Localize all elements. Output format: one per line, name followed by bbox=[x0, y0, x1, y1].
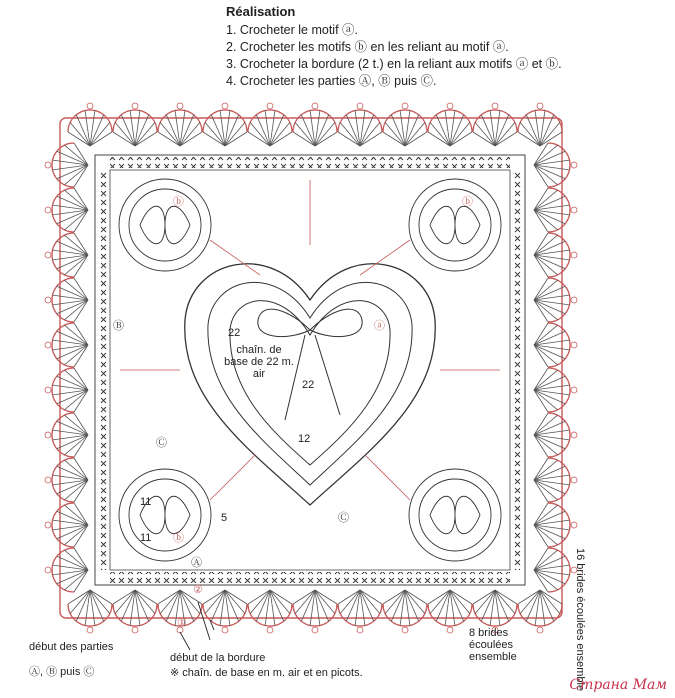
scallop-fan bbox=[45, 188, 88, 232]
scallop-fan bbox=[45, 548, 88, 592]
scallop-fan bbox=[45, 503, 88, 547]
heart-chain-note: chaîn. de base de 22 m. air bbox=[224, 344, 294, 380]
scallop-fan bbox=[45, 458, 88, 502]
scallop-fan bbox=[45, 143, 88, 187]
row-1-label: ① bbox=[177, 617, 187, 629]
part-c-label-bottom: Ⓒ bbox=[338, 512, 349, 524]
scallop-fan bbox=[534, 188, 577, 232]
heart-count-right: 22 bbox=[302, 379, 315, 391]
motif-label-b-top-left: ⓑ bbox=[173, 196, 184, 208]
scallop-fan bbox=[248, 590, 292, 633]
scallop-fan bbox=[534, 323, 577, 367]
scallop-fan bbox=[45, 413, 88, 457]
motif-b-top-right bbox=[409, 179, 501, 271]
step-3: 3. Crocheter la bordure (2 t.) en la reliant aux motifs ⓐ et ⓑ. bbox=[226, 57, 562, 71]
scallop-fan bbox=[534, 458, 577, 502]
scallop-fan bbox=[534, 548, 577, 592]
annotation-brides-16: 16 brides écoulées ensemble bbox=[574, 548, 586, 692]
annotation-start-parts-2: Ⓐ, Ⓑ puis Ⓒ bbox=[29, 666, 95, 678]
x-stitch-col-left bbox=[97, 170, 108, 570]
x-stitch-col-right bbox=[512, 170, 523, 570]
scallop-fan bbox=[534, 368, 577, 412]
scallop-fan bbox=[338, 103, 382, 146]
row-2-label: ② bbox=[193, 584, 203, 596]
part-c-label-left: Ⓒ bbox=[156, 437, 167, 449]
annotation-start-parts: début des parties bbox=[29, 641, 114, 653]
scallop-fan bbox=[68, 103, 112, 146]
motif-b-top-left bbox=[119, 179, 211, 271]
heart-label-a: ⓐ bbox=[374, 320, 385, 332]
scallop-fan bbox=[534, 233, 577, 277]
joining-lines bbox=[120, 180, 500, 500]
watermark: Страна Мам bbox=[569, 677, 667, 693]
scallop-fan bbox=[203, 103, 247, 146]
scallop-fan bbox=[383, 590, 427, 633]
annotation-start-border: début de la bordure bbox=[170, 652, 266, 664]
scallop-fan bbox=[338, 590, 382, 633]
x-stitch-row-top bbox=[110, 157, 510, 168]
x-stitch-row-bottom bbox=[110, 572, 510, 583]
count-11-b: 11 bbox=[140, 532, 152, 544]
scallop-fan bbox=[293, 103, 337, 146]
count-11-a: 11 bbox=[140, 496, 152, 508]
scallop-fan bbox=[473, 103, 517, 146]
part-a-label: Ⓐ bbox=[191, 557, 202, 569]
step-2: 2. Crocheter les motifs ⓑ en les reliant au motif ⓐ. bbox=[226, 40, 509, 54]
scallop-fan bbox=[248, 103, 292, 146]
scallop-fan bbox=[518, 103, 562, 146]
scallop-fan bbox=[45, 233, 88, 277]
section-title: Réalisation bbox=[226, 4, 296, 19]
count-5: 5 bbox=[221, 512, 228, 524]
scallop-fan bbox=[428, 590, 472, 633]
scallop-fan bbox=[383, 103, 427, 146]
motif-b-bottom-right bbox=[409, 469, 501, 561]
motif-label-b-top-right: ⓑ bbox=[462, 196, 473, 208]
step-4: 4. Crocheter les parties Ⓐ, Ⓑ puis Ⓒ. bbox=[226, 74, 437, 88]
scallop-fan bbox=[534, 278, 577, 322]
border-scallops bbox=[45, 103, 577, 633]
annotation-brides-8: 8 brides écoulées ensemble bbox=[469, 627, 517, 663]
scallop-fan bbox=[45, 368, 88, 412]
scallop-fan bbox=[45, 278, 88, 322]
scallop-fan bbox=[534, 143, 577, 187]
motif-label-b-bottom-left: ⓑ bbox=[173, 532, 184, 544]
scallop-fan bbox=[68, 590, 112, 633]
scallop-fan bbox=[534, 413, 577, 457]
scallop-fan bbox=[113, 590, 157, 633]
scallop-fan bbox=[428, 103, 472, 146]
scallop-fan bbox=[534, 503, 577, 547]
heart-count-bottom: 12 bbox=[298, 433, 311, 445]
heart-count-left: 22 bbox=[228, 327, 241, 339]
outer-scalloped-border bbox=[60, 118, 562, 618]
scallop-fan bbox=[45, 323, 88, 367]
annotation-start-border-2: ※ chaîn. de base en m. air et en picots. bbox=[170, 667, 363, 679]
scallop-fan bbox=[158, 103, 202, 146]
scallop-fan bbox=[293, 590, 337, 633]
step-1: 1. Crocheter le motif ⓐ. bbox=[226, 23, 358, 37]
scallop-fan bbox=[203, 590, 247, 633]
motif-b-bottom-left bbox=[119, 469, 211, 561]
scallop-fan bbox=[113, 103, 157, 146]
part-b-label: Ⓑ bbox=[113, 320, 124, 332]
